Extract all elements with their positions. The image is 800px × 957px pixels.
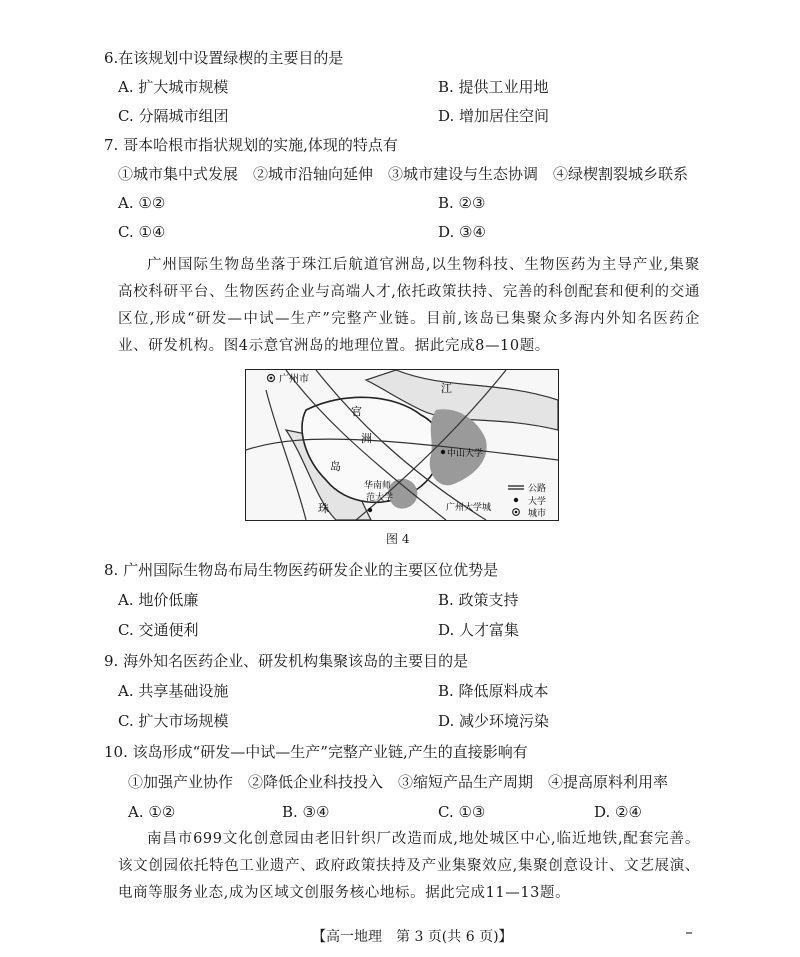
label-huanan-1: 华南师 — [364, 481, 392, 491]
page-footer: 【高一地理 第 3 页(共 6 页)】 — [312, 929, 513, 945]
label-dao: 岛 — [330, 460, 341, 473]
legend-university-symbol — [514, 498, 518, 502]
label-jiang: 江 — [441, 382, 452, 395]
legend-road: 公路 — [528, 484, 547, 494]
q8-option-b: B. 政策支持 — [438, 591, 519, 609]
label-guangzhou: 广州市 — [279, 374, 309, 385]
q10-option-b: B. ③④ — [282, 803, 330, 821]
label-zhou: 洲 — [361, 432, 372, 445]
passage-biology-island: 广州国际生物岛坐落于珠江后航道官洲岛,以生物科技、生物医药为主导产业,集聚高校科研平台、生物医药企业与高端人才,依托政策扶持、完善的科创配套和便利的交通区位,形成“研发—中试—生产”完整产业链。目前,该岛已集聚众多海内外知名医药企业、研发机构。图4示意官洲岛的地理位置。据此完成8—10题。 — [118, 257, 700, 354]
q6-option-a: A. 扩大城市规模 — [118, 78, 229, 96]
q6-option-b: B. 提供工业用地 — [438, 78, 549, 96]
q8-option-d: D. 人才富集 — [438, 621, 520, 639]
q9-option-c: C. 扩大市场规模 — [118, 712, 229, 730]
q10-option-a: A. ①② — [128, 803, 176, 821]
legend-university: 大学 — [528, 497, 547, 507]
q8-stem: 8. 广州国际生物岛布局生物医药研发企业的主要区位优势是 — [104, 561, 499, 579]
q10-option-d: D. ②④ — [594, 803, 642, 821]
label-university-town: 广州大学城 — [446, 503, 492, 513]
label-zhu: 珠 — [318, 502, 329, 515]
label-huanan-2: 范大学 — [366, 493, 394, 503]
figure-caption: 图 4 — [386, 532, 410, 546]
q10-items: ①加强产业协作 ②降低企业科技投入 ③缩短产品生产周期 ④提高原料利用率 — [128, 773, 669, 791]
guanzhou-island-map — [246, 370, 558, 520]
q7-option-a: A. ①② — [118, 194, 166, 212]
q10-stem: 10. 该岛形成“研发—中试—生产”完整产业链,产生的直接影响有 — [104, 743, 528, 761]
q8-option-c: C. 交通便利 — [118, 621, 199, 639]
q9-option-b: B. 降低原料成本 — [438, 682, 549, 700]
q6-option-d: D. 增加居住空间 — [438, 107, 550, 125]
q7-option-d: D. ③④ — [438, 223, 486, 241]
q9-stem: 9. 海外知名医药企业、研发机构集聚该岛的主要目的是 — [104, 652, 469, 670]
university-marker-zhongshan — [441, 450, 445, 454]
label-guan: 官 — [351, 405, 362, 418]
q8-option-a: A. 地价低廉 — [118, 591, 199, 609]
q7-items: ①城市集中式发展 ②城市沿轴向延伸 ③城市建设与生态协调 ④绿楔割裂城乡联系 — [118, 165, 689, 183]
label-zhongshan: 中山大学 — [447, 449, 484, 459]
university-area — [430, 409, 487, 485]
city-marker-dot — [270, 377, 273, 380]
q7-option-c: C. ①④ — [118, 223, 166, 241]
q9-option-d: D. 减少环境污染 — [438, 712, 550, 730]
scan-mark — [686, 932, 692, 934]
university-marker-huanan — [368, 508, 372, 512]
q6-stem: 6.在该规划中设置绿楔的主要目的是 — [104, 49, 344, 67]
map-figure — [245, 369, 559, 521]
q6-option-c: C. 分隔城市组团 — [118, 107, 229, 125]
legend-city: 城市 — [528, 509, 547, 519]
q7-stem: 7. 哥本哈根市指状规划的实施,体现的特点有 — [104, 136, 398, 154]
q10-option-c: C. ①③ — [438, 803, 486, 821]
q9-option-a: A. 共享基础设施 — [118, 682, 229, 700]
q7-option-b: B. ②③ — [438, 194, 486, 212]
passage-cultural-park: 南昌市699文化创意园由老旧针织厂改造而成,地处城区中心,临近地铁,配套完善。该文创园依托特色工业遗产、政府政策扶持及产业集聚效应,集聚创意设计、文艺展演、电商等服务业态,成为区域文创服务核心地标。据此完成11—13题。 — [118, 831, 700, 901]
legend-city-symbol-dot — [515, 511, 518, 514]
